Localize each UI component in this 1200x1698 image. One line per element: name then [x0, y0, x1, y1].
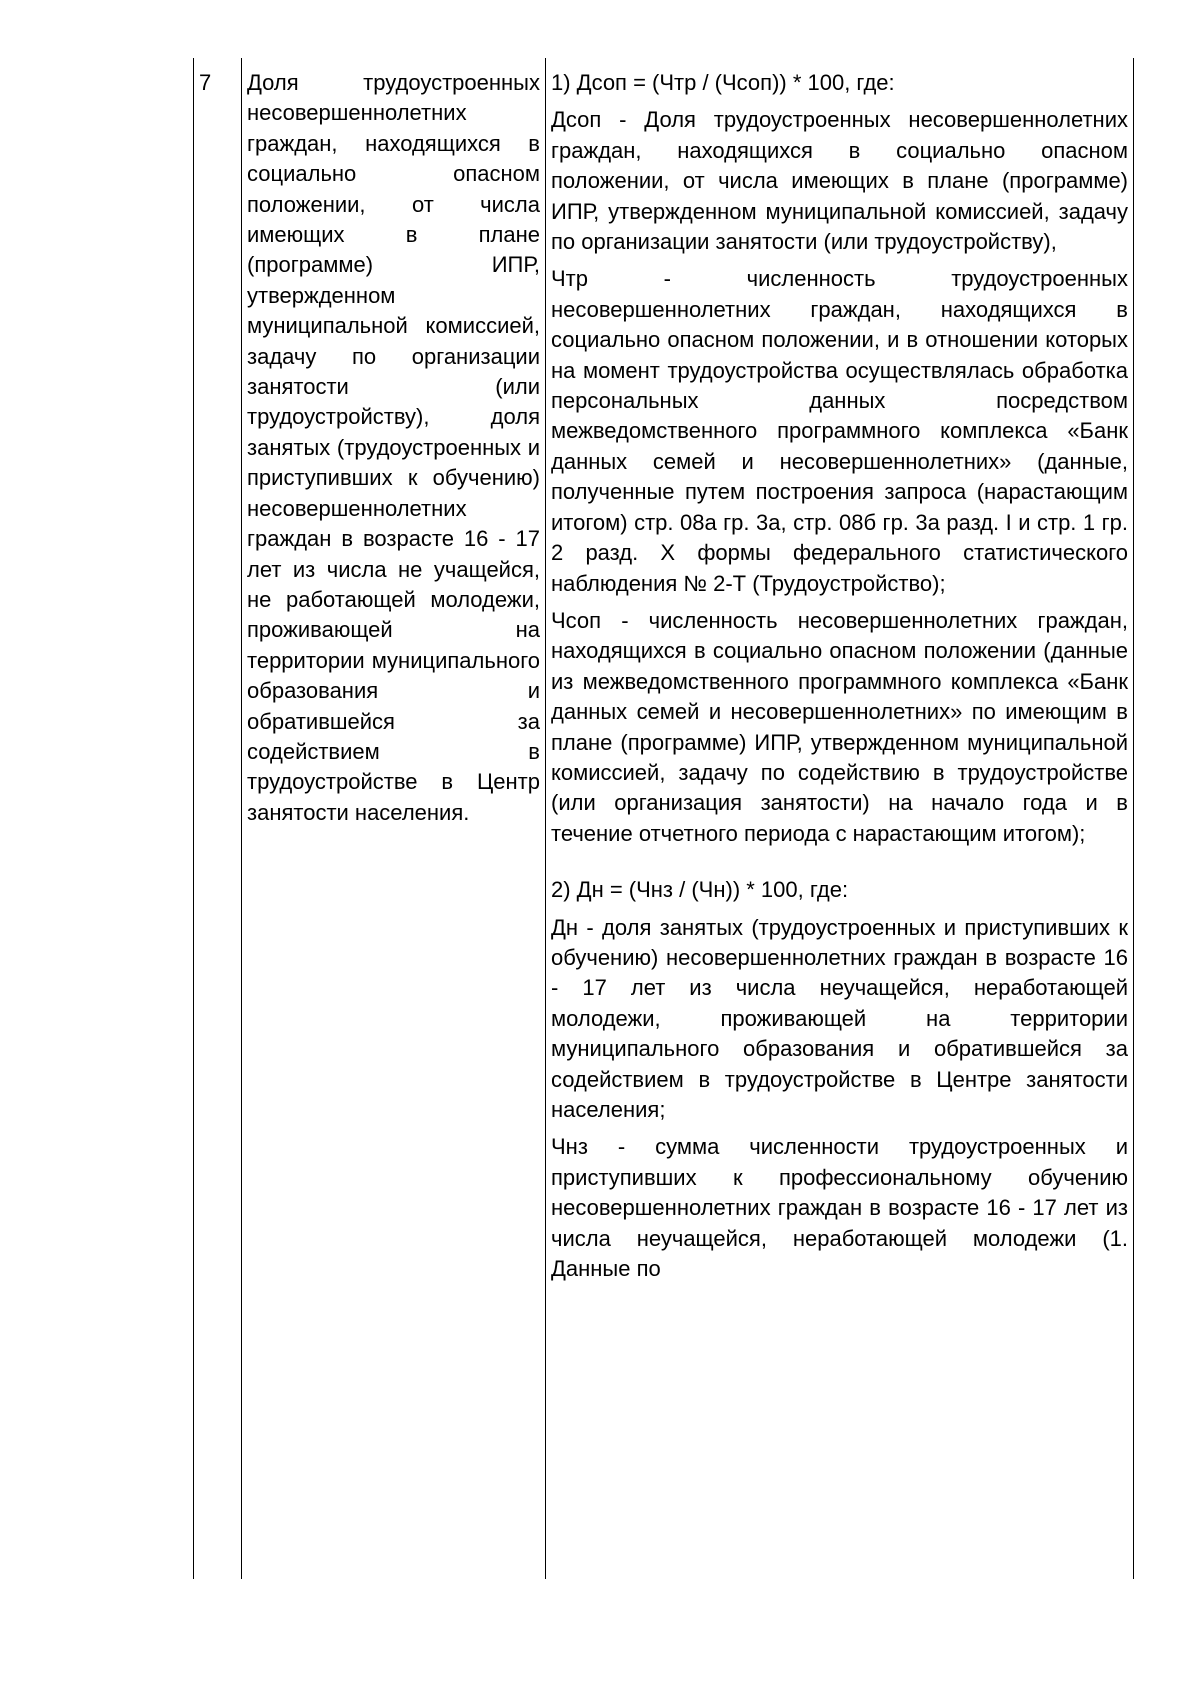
row-number-cell: 7: [199, 70, 212, 95]
table-border-number-column: [241, 58, 242, 1579]
definition-dsop: Дсоп - Доля трудоустроенных несовершеннолетних граждан, находящихся в социально опасном положении, от числа имеющих в плане (программе) ИПР, утвержденном муниципальной комиссией, задачу по организации занятости (или трудоустройству),: [551, 107, 1128, 255]
table-border-left: [193, 58, 194, 1579]
definition-dn: Дн - доля занятых (трудоустроенных и приступивших к обучению) несовершеннолетних граждан в возрасте 16 - 17 лет из числа неучащейся, неработающей молодежи, проживающей на территории муниципального образования и обратившейся за содействием в трудоустройстве в Центре занятости населения;: [551, 914, 1128, 1122]
formula-dsop: 1) Дсоп = (Чтр / (Чсоп)) * 100, где:: [551, 70, 895, 95]
definition-chsop: Чсоп - численность несовершеннолетних граждан, находящихся в социально опасном положении (данные из межведомственного программного комплекса «Банк данных семей и несовершеннолетних» по имеющим в плане (программе) ИПР, утвержденном муниципальной комиссией, задачу по содействию в трудоустройстве (или организация занятости) на начало года и в течение отчетного периода с нарастающим итогом);: [551, 607, 1128, 846]
formula-dn: 2) Дн = (Чнз / (Чн)) * 100, где:: [551, 877, 849, 903]
calculation-method-cell: [551, 68, 1128, 1284]
table-border-indicator-column: [545, 58, 546, 1579]
definition-chtr: Чтр - численность трудоустроенных несовершеннолетних граждан, находящихся в социально опасном положении, и в отношении которых на момент трудоустройства осуществлялась обработка персональных данных посредством межведомственного программного комплекса «Банк данных семей и несовершеннолетних» (данные, полученные путем построения запроса (нарастающим итогом) стр. 08а гр. 3а, стр. 08б гр. 3а разд. I и стр. 1 гр. 2 разд. X формы федерального статистического наблюдения № 2-Т (Трудоустройство);: [551, 266, 1128, 596]
indicator-name-cell: Доля трудоустроенных несовершеннолетних граждан, находящихся в социально опасном положении, от числа имеющих в плане (программе) ИПР, утвержденном муниципальной комиссией, задачу по организации занятости (или трудоустройству), доля занятых (трудоустроенных и приступивших к обучению) несовершеннолетних граждан в возрасте 16 - 17 лет из числа не учащейся, не работающей молодежи, проживающей на территории муниципального образования и обратившейся за содействием в трудоустройстве в Центр занятости населения.: [247, 70, 540, 825]
definition-chnz: Чнз - сумма численности трудоустроенных и приступивших к профессиональному обучению несовершеннолетних граждан в возрасте 16 - 17 лет из числа неучащейся, неработающей молодежи (1. Данные по: [551, 1134, 1128, 1282]
table-border-right: [1133, 58, 1134, 1579]
